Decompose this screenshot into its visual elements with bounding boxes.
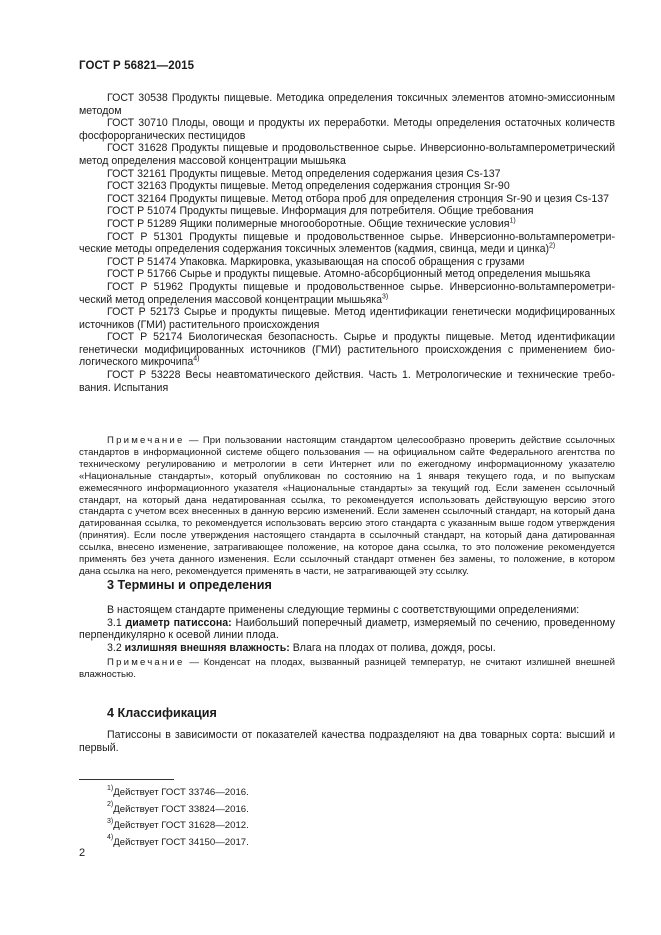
footnote-item: $^{3)}$Действует ГОСТ 31628—2012.: [107, 817, 249, 831]
reference-item: ГОСТ Р 53228 Весы неавтоматического действия. Часть 1. Метрологические и технические требования. Испытания: [79, 369, 615, 394]
references-note: Примечание — При пользовании настоящим стандартом целесообразно проверить действие ссылочных стандартов в информационной системе общего пользования — на официальном сайте Федерального агентства по техническому регулированию и метрологии в сети Интернет или по ежегодному информационному указателю «Национальные стандарты», который опубликован по состоянию на 1 января текущего года, и по выпускам ежемесячного информационного указателя «Национальные стандарты» за текущий год. Если заменен ссылочный стандарт, на который дана недатированная ссылка, то рекомендуется использовать действующую версию этого стандарта с учетом всех внесенных в данную версию изменений. Если заменен ссылочный стандарт, на который дана датированная ссылка, то рекомендуется использовать версию этого стандарта с указанным выше годом утверждения (принятия). Если после утверждения настоящего стандарта в ссылочный стандарт, на который дана датированная ссылка, внесено изменение, затрагивающее положение, на которое дана ссылка, то это положение рекомендуется применять без учета данного изменения. Если ссылочный стандарт отменен без замены, то положение, в котором дана ссылка на него, рекомендуется применять в части, не затрагивающей эту ссылку.: [79, 435, 615, 577]
footnote-ref: 2): [549, 242, 556, 250]
reference-item: ГОСТ Р 51074 Продукты пищевые. Информация для потребителя. Общие требования: [107, 205, 534, 218]
reference-item: ГОСТ 32161 Продукты пищевые. Метод определения содержания цезия Cs-137: [107, 167, 501, 180]
reference-item: ГОСТ Р 51474 Упаковка. Маркировка, указывающая на способ обращения с грузами: [107, 255, 525, 268]
note-text: При пользовании настоящим стандартом целесообразно проверить действие ссылочных стандартов в информационной системе общего пользования — на официальном сайте Федерального агентства по техническому регулированию и метрологии в сети Интернет или по ежегодному информационному указателю «Национальные стандарты», который опубликован по состоянию на 1 января текущего года, и по выпускам ежемесячного информационного указателя «Национальные стандарты» за текущий год. Если заменен ссылочный стандарт, на который дана недатированная ссылка, то рекомендуется использовать действующую версию этого стандарта с учетом всех внесенных в данную версию изменений. Если заменен ссылочный стандарт, на который дана датированная ссылка, то рекомендуется использовать версию этого стандарта с указанным выше годом утверждения (принятия). Если после утверждения настоящего стандарта в ссылочный стандарт, на который дана датированная ссылка, внесено изменение, затрагивающее положение, на которое дана ссылка, то это положение рекомендуется применять без учета данного изменения. Если ссылочный стандарт отменен без замены, то положение, в котором дана ссылка на него, рекомендуется применять в части, не затрагивающей эту ссылку.: [79, 435, 615, 577]
footnotes: [107, 785, 249, 851]
note-label: Примечание: [107, 435, 185, 446]
term-3-1: 3.1 диаметр патиссона: Наибольший поперечный диаметр, измеряемый по сечению, проведенному перпендикулярно к осевой линии плода.: [79, 616, 616, 642]
section-4-body: Патиссоны в зависимости от показателей качества подразделяют на два товарных сорта: высший и первый.: [79, 729, 615, 754]
document-header: ГОСТ Р 56821—2015: [79, 60, 195, 72]
footnote-item: $^{4)}$Действует ГОСТ 34150—2017.: [107, 834, 249, 848]
term-name: излишняя внешняя влажность:: [124, 641, 290, 654]
footnote-divider: [79, 779, 174, 780]
footnote-ref: 3): [382, 292, 389, 300]
footnote-item: $^{1)}$Действует ГОСТ 33746—2016.: [107, 784, 249, 798]
reference-item: ГОСТ 32163 Продукты пищевые. Метод определения содержания стронция Sr-90: [107, 180, 510, 193]
reference-item: ГОСТ Р 51301 Продукты пищевые и продовольственное сырье. Инверсионно-вольтамперометрические методы определения содержания токсичных элементов (кадмия, свинца, меди и цинка)$^{2)}$: [79, 230, 615, 256]
reference-item: ГОСТ 30710 Плоды, овощи и продукты их переработки. Методы определения остаточных количеств фосфорорганических пестицидов: [79, 117, 615, 142]
reference-item: ГОСТ Р 52174 Биологическая безопасность. Сырье и продукты пищевые. Метод идентификации генетически модифицированных источников (ГМИ) растительного происхождения с применением биологического микрочипа$^{4)}$: [79, 331, 615, 369]
term-3-2: 3.2 излишняя внешняя влажность: Влага на плодах от полива, дождя, росы.: [107, 641, 496, 654]
reference-item: ГОСТ 32164 Продукты пищевые. Метод отбора проб для определения стронция Sr-90 и цезия Cs-137: [107, 192, 610, 205]
footnote-item: $^{2)}$Действует ГОСТ 33824—2016.: [107, 801, 249, 815]
reference-item: ГОСТ 31628 Продукты пищевые и продовольственное сырье. Инверсионно-вольтамперометрический метод определения массовой концентрации мышьяка: [79, 142, 615, 167]
reference-item: ГОСТ Р 51962 Продукты пищевые и продовольственное сырье. Инверсионно-вольтамперометрический метод определения массовой концентрации мышьяка$^{3)}$: [79, 280, 615, 306]
section-3-body: [79, 604, 615, 681]
section-4-title: 4 Классификация: [107, 706, 217, 720]
footnote-ref: 1): [509, 217, 516, 225]
term-note: Примечание — Конденсат на плодах, вызванный разницей температур, не считают излишней внешней влажностью.: [79, 657, 615, 681]
footnote-ref: 4): [193, 355, 200, 363]
reference-item: ГОСТ 30538 Продукты пищевые. Методика определения токсичных элементов атомно-эмиссионным методом: [79, 92, 615, 117]
reference-item: ГОСТ Р 51766 Сырье и продукты пищевые. Атомно-абсорбционный метод определения мышьяка: [107, 268, 591, 281]
page-number: 2: [79, 847, 86, 859]
section-3-intro: В настоящем стандарте применены следующие термины с соответствующими определениями:: [107, 604, 580, 616]
term-name: диаметр патиссона:: [125, 616, 232, 629]
section-3-title: 3 Термины и определения: [107, 578, 272, 592]
reference-item: ГОСТ Р 51289 Ящики полимерные многооборотные. Общие технические условия$^{1)}$: [107, 217, 516, 230]
reference-item: ГОСТ Р 52173 Сырье и продукты пищевые. Метод идентификации генетически модифицированных источников (ГМИ) растительного происхождения: [79, 306, 615, 331]
normative-references: [79, 92, 615, 394]
